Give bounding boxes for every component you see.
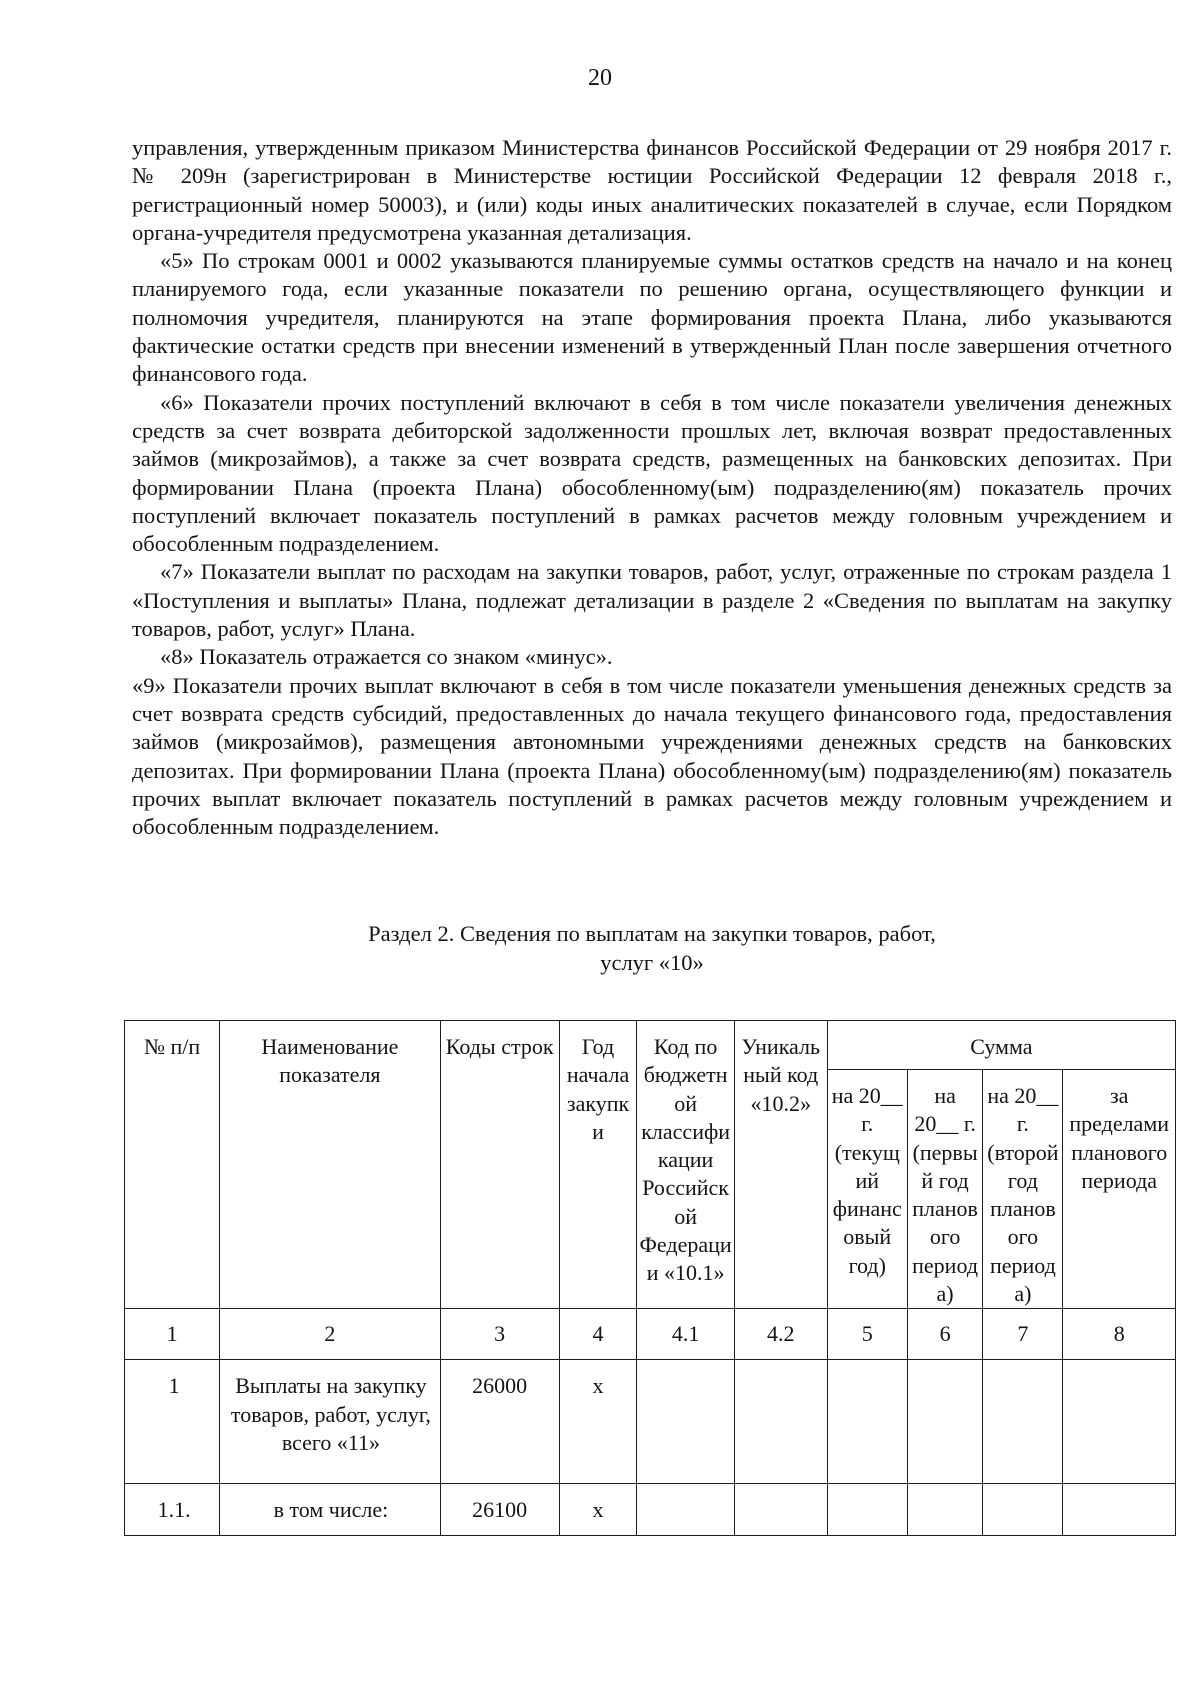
section-title-line-1: Раздел 2. Сведения по выплатам на закупки товаров, работ, — [368, 921, 936, 946]
row-year: x — [559, 1484, 637, 1536]
section-title — [132, 920, 1172, 977]
row-code: 26000 — [440, 1360, 559, 1484]
row-sum-current-year — [827, 1360, 907, 1484]
row-code: 26100 — [440, 1484, 559, 1536]
row-budget-code — [637, 1360, 734, 1484]
row-name: Выплаты на закупку товаров, работ, услуг, всего «11» — [220, 1360, 441, 1484]
row-unique-code — [734, 1484, 827, 1536]
header-sum-second-plan-year: на 20__ г. (второй год планового периода) — [983, 1070, 1063, 1309]
footnote-8: «8» Показатель отражается со знаком «минус». — [160, 644, 613, 670]
header-sum: Сумма — [827, 1021, 1175, 1070]
footnote-5: «5» По строкам 0001 и 0002 указываются планируемые суммы остатков средств на начало и на конец планируемого года, если указанные показатели по решению органа, осуществляющего функции и полномочия учредителя, планируются на этапе формирования проекта Плана, либо указываются фактические остатки средств при внесении изменений в утвержденный План после завершения отчетного финансового года. — [132, 248, 1172, 387]
header-sum-current-year: на 20__ г. (текущий финансовый год) — [827, 1070, 907, 1309]
column-number: 4 — [559, 1309, 637, 1360]
row-sum-first-plan-year — [907, 1360, 983, 1484]
header-name: Наименование показателя — [220, 1021, 441, 1309]
body-text — [132, 134, 1172, 841]
column-number: 4.1 — [637, 1309, 734, 1360]
column-numbers-row — [125, 1309, 1176, 1360]
column-number: 4.2 — [734, 1309, 827, 1360]
purchases-table — [124, 1020, 1176, 1536]
header-codes: Коды строк — [440, 1021, 559, 1309]
header-budget-code: Код по бюджетной классификации Российской Федерации «10.1» — [637, 1021, 734, 1309]
row-year: x — [559, 1360, 637, 1484]
column-number: 5 — [827, 1309, 907, 1360]
table-row — [125, 1360, 1176, 1484]
row-name: в том числе: — [220, 1484, 441, 1536]
header-sum-beyond-period: за пределами планового периода — [1063, 1070, 1176, 1309]
row-sum-beyond-period — [1063, 1360, 1176, 1484]
row-num: 1 — [125, 1360, 220, 1484]
row-num: 1.1. — [125, 1484, 220, 1536]
row-sum-second-plan-year — [983, 1484, 1063, 1536]
header-num: № п/п — [125, 1021, 220, 1309]
paragraph-continuation: управления, утвержденным приказом Министерства финансов Российской Федерации от 29 ноября 2017 г. № 209н (зарегистрирован в Министерстве юстиции Российской Федерации 12 февраля 2018 г., регистрационный номер 50003), и (или) коды иных аналитических показателей в случае, если Порядком органа-учредителя предусмотрена указанная детализация. — [132, 135, 1172, 245]
table-row — [125, 1484, 1176, 1536]
row-sum-beyond-period — [1063, 1484, 1176, 1536]
header-year: Год начала закупки — [559, 1021, 637, 1309]
page-number: 20 — [588, 65, 612, 91]
column-number: 1 — [125, 1309, 220, 1360]
header-unique-code: Уникальный код «10.2» — [734, 1021, 827, 1309]
column-number: 7 — [983, 1309, 1063, 1360]
footnote-7: «7» Показатели выплат по расходам на закупки товаров, работ, услуг, отраженные по строкам раздела 1 «Поступления и выплаты» Плана, подлежат детализации в разделе 2 «Сведения по выплатам на закупку товаров, работ, услуг» Плана. — [132, 559, 1172, 642]
header-row-top — [125, 1021, 1176, 1070]
section-title-line-2: услуг «10» — [600, 949, 704, 975]
header-sum-first-plan-year: на 20__ г. (первый год планового периода) — [907, 1070, 983, 1309]
row-sum-first-plan-year — [907, 1484, 983, 1536]
footnote-9: «9» Показатели прочих выплат включают в себя в том числе показатели уменьшения денежных средств за счет возврата средств субсидий, предоставленных до начала текущего финансового года, предоставления займов (микрозаймов), размещения автономными учреждениями денежных средств на банковских депозитах. При формировании Плана (проекта Плана) обособленному(ым) подразделению(ям) показатель прочих выплат включает показатель поступлений в рамках расчетов между головным учреждением и обособленным подразделением. — [132, 672, 1172, 840]
column-number: 6 — [907, 1309, 983, 1360]
row-sum-second-plan-year — [983, 1360, 1063, 1484]
row-unique-code — [734, 1360, 827, 1484]
row-budget-code — [637, 1484, 734, 1536]
row-sum-current-year — [827, 1484, 907, 1536]
column-number: 3 — [440, 1309, 559, 1360]
column-number: 8 — [1063, 1309, 1176, 1360]
footnote-6: «6» Показатели прочих поступлений включают в себя в том числе показатели увеличения денежных средств за счет возврата дебиторской задолженности прошлых лет, включая возврат предоставленных займов (микрозаймов), а также за счет возврата средств, размещенных на банковских депозитах. При формировании Плана (проекта Плана) обособленному(ым) подразделению(ям) показатель прочих поступлений включает показатель поступлений в рамках расчетов между головным учреждением и обособленным подразделением. — [132, 389, 1172, 557]
column-number: 2 — [220, 1309, 441, 1360]
